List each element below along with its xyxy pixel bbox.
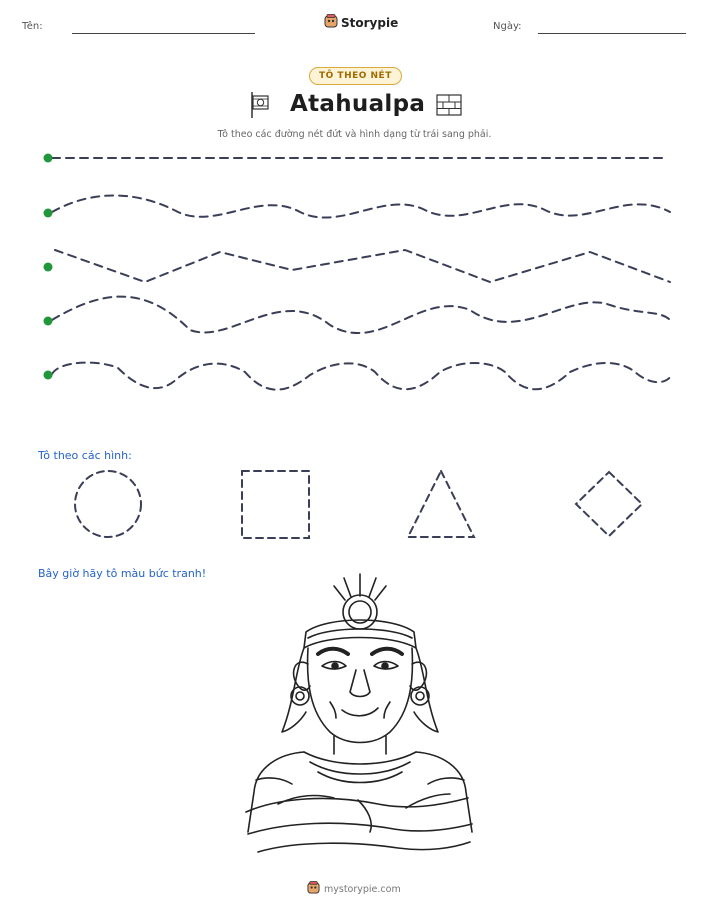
shape-square (242, 471, 309, 538)
brand-name: Storypie (341, 15, 399, 30)
coloring-section-label: Bây giờ hãy tô màu bức tranh! (38, 567, 207, 580)
footer-url[interactable]: mystorypie.com (324, 883, 401, 895)
instruction-text: Tô theo các đường nét đứt và hình dạng từ trái sang phải. (217, 129, 492, 140)
name-label: Tên: (22, 21, 43, 32)
atahualpa-coloring-illustration (238, 572, 473, 862)
tracing-line-wave-2 (52, 297, 670, 333)
shapes-section-label: Tô theo các hình: (38, 449, 132, 462)
shape-diamond (576, 472, 642, 536)
start-dot-5 (44, 371, 53, 380)
shape-circle (75, 471, 141, 537)
start-dot-4 (44, 317, 53, 326)
tracing-shapes (0, 460, 709, 550)
shape-triangle (408, 471, 474, 537)
date-label: Ngày: (493, 21, 522, 32)
footer (307, 881, 401, 897)
page-title: Atahualpa (290, 91, 426, 117)
tracing-line-bump (52, 363, 672, 390)
activity-badge: TÔ THEO NÉT (309, 67, 402, 85)
storypie-logo-icon (307, 881, 320, 897)
start-dot-2 (44, 209, 53, 218)
start-dot-3 (44, 263, 53, 272)
start-dot-1 (44, 154, 53, 163)
tracing-line-wave (52, 195, 670, 217)
tracing-line-zigzag (55, 250, 670, 282)
